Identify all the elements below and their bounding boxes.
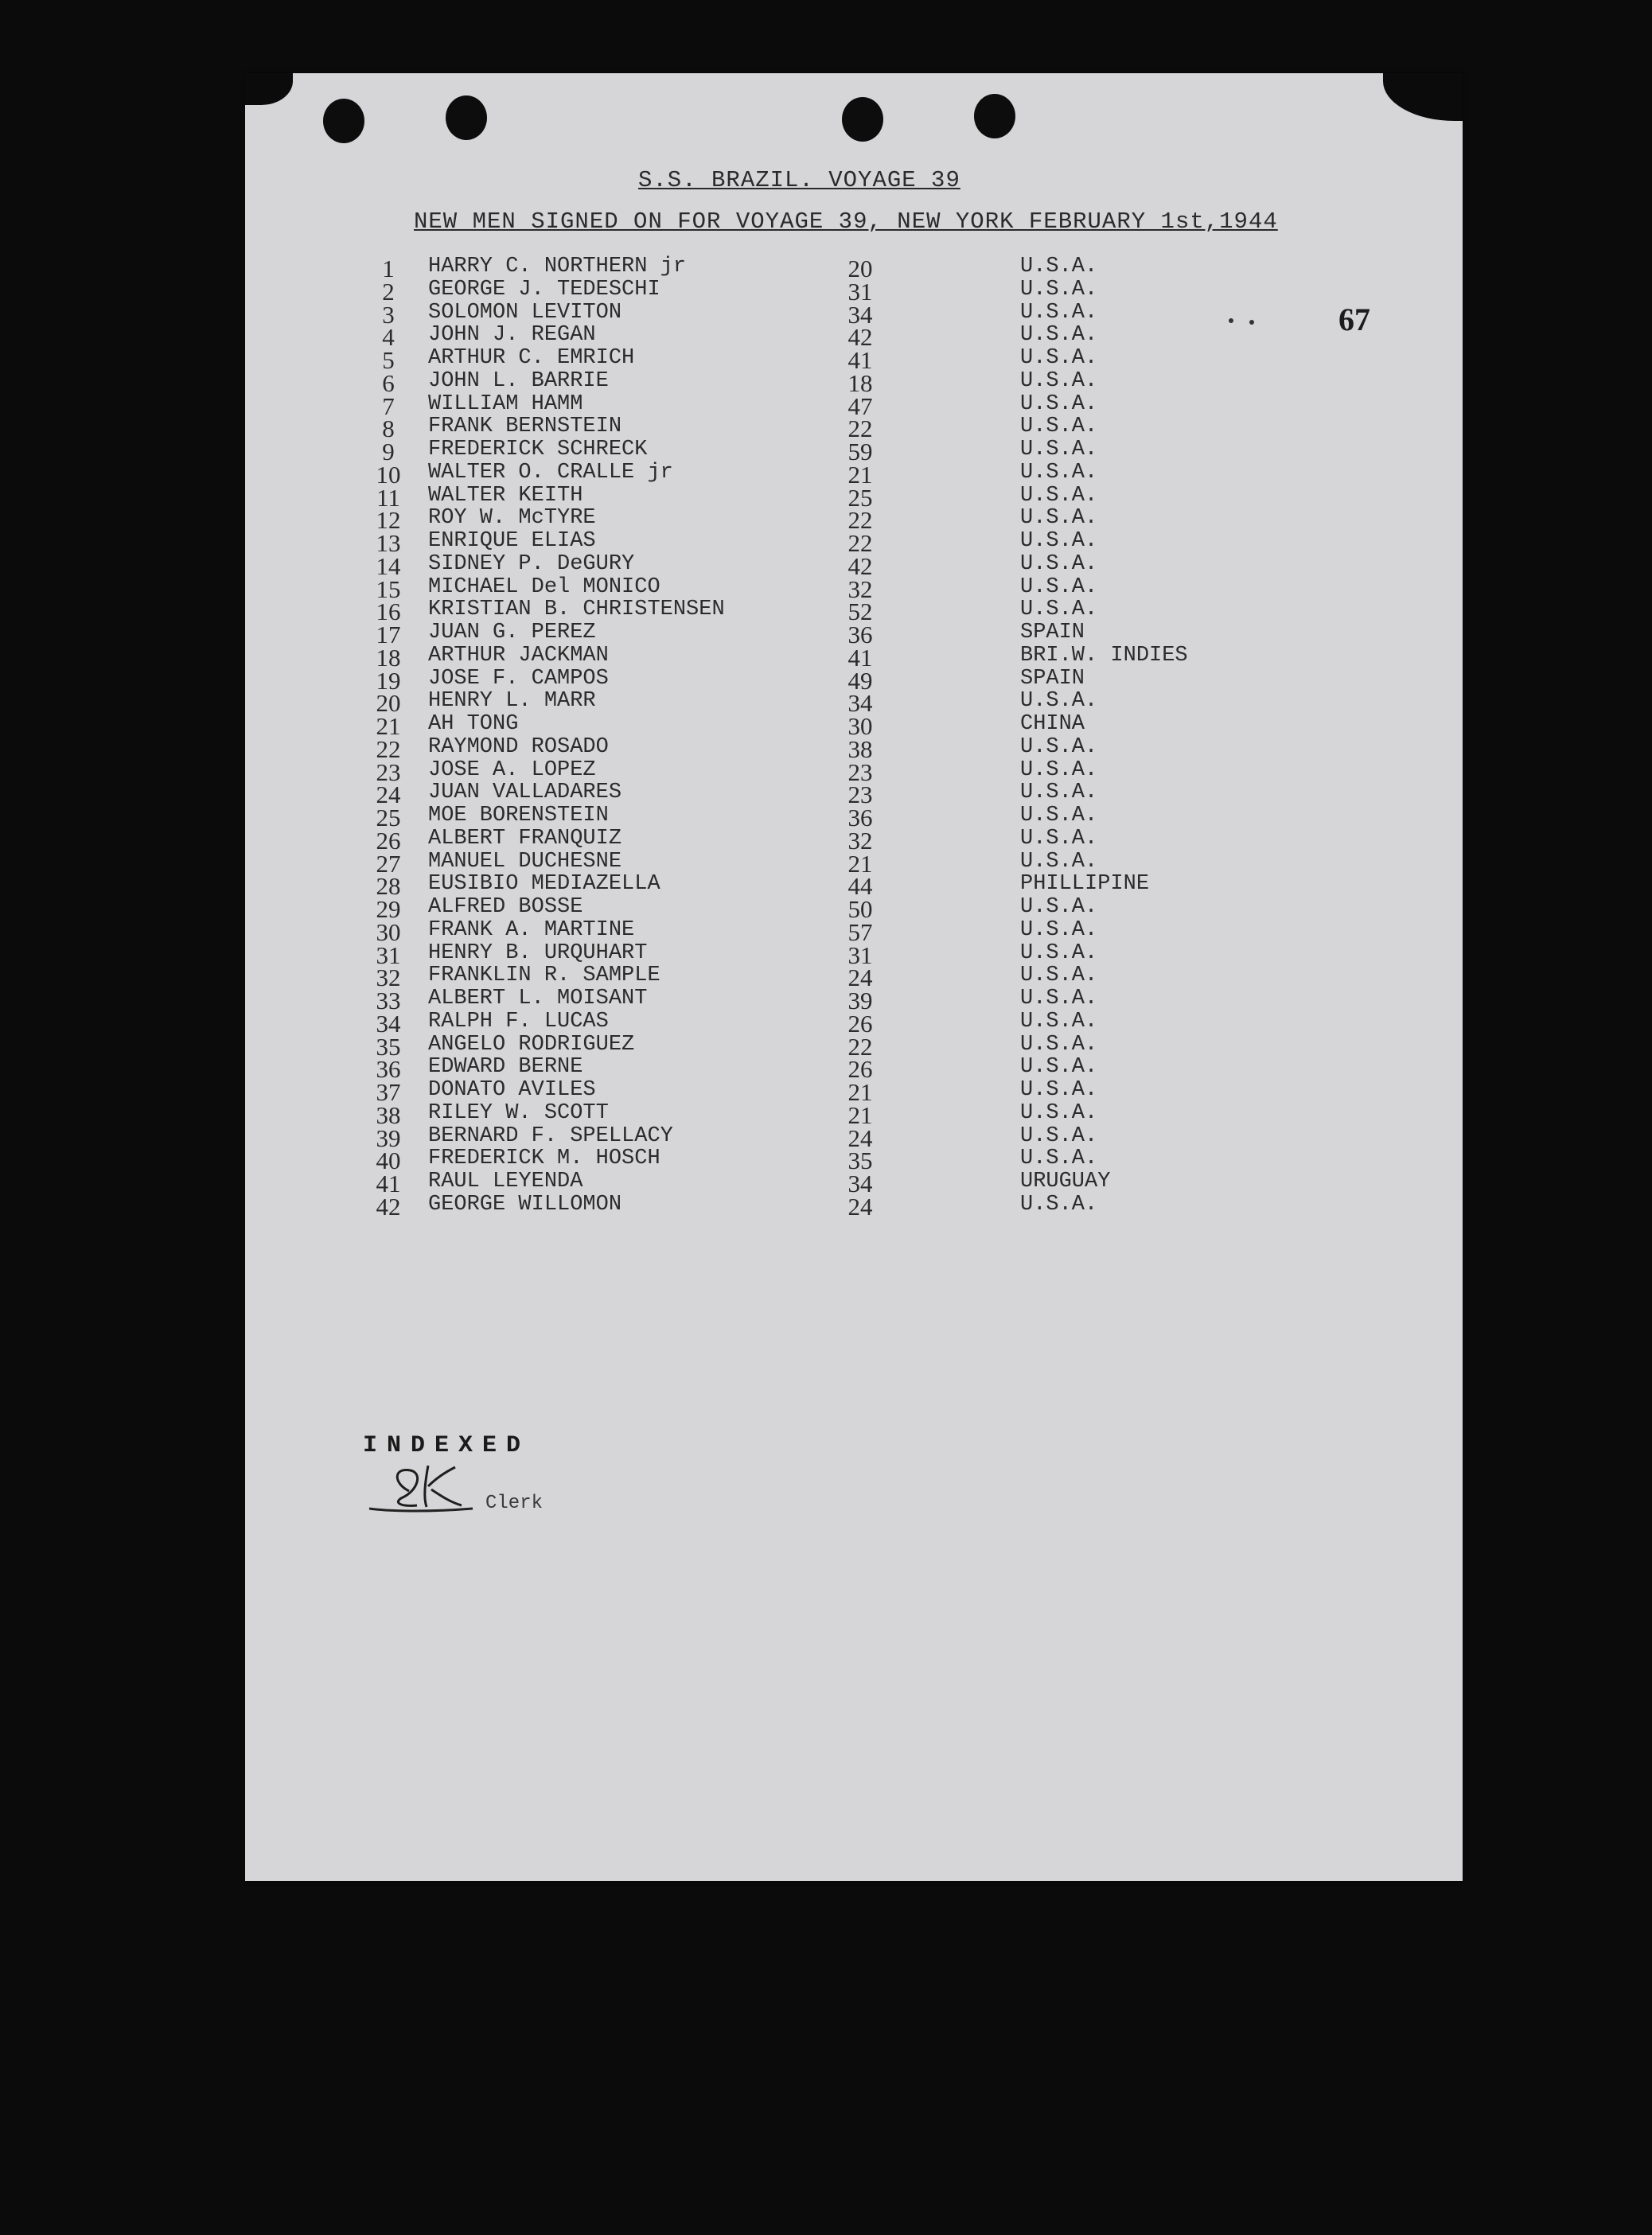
- crew-row: [245, 872, 1463, 901]
- crew-number: 11: [376, 483, 400, 512]
- punch-hole: [842, 97, 883, 142]
- crew-number: 42: [376, 1192, 401, 1221]
- crew-nationality: U.S.A.: [1020, 346, 1098, 370]
- crew-number: 27: [376, 849, 401, 878]
- punch-hole: [323, 99, 364, 143]
- crew-age: 44: [847, 872, 873, 901]
- crew-name: ALBERT FRANQUIZ: [428, 826, 622, 851]
- crew-name: EUSIBIO MEDIAZELLA: [428, 872, 660, 897]
- crew-nationality: U.S.A.: [1020, 277, 1098, 302]
- crew-age: 41: [847, 346, 873, 374]
- crew-number: 21: [376, 712, 401, 740]
- crew-nationality: U.S.A.: [1020, 483, 1098, 508]
- crew-number: 38: [376, 1100, 401, 1129]
- crew-nationality: U.S.A.: [1020, 1100, 1098, 1125]
- crew-number: 33: [376, 987, 401, 1014]
- crew-nationality: U.S.A.: [1020, 781, 1098, 805]
- crew-name: MOE BORENSTEIN: [428, 804, 609, 827]
- crew-age: 32: [847, 826, 873, 855]
- crew-number: 20: [376, 689, 401, 718]
- crew-name: KRISTIAN B. CHRISTENSEN: [428, 598, 725, 622]
- crew-name: JUAN G. PEREZ: [428, 621, 596, 644]
- crew-nationality: U.S.A.: [1020, 757, 1098, 782]
- crew-age: 24: [847, 964, 873, 992]
- crew-name: ARTHUR C. EMRICH: [428, 346, 635, 370]
- crew-row: [245, 940, 1463, 969]
- crew-row: [245, 1123, 1463, 1152]
- crew-row: [245, 1032, 1463, 1061]
- crew-list: [245, 255, 1463, 1221]
- crew-name: JUAN VALLADARES: [428, 781, 622, 805]
- crew-row: [245, 391, 1463, 420]
- crew-age: 31: [847, 277, 873, 306]
- crew-number: 35: [376, 1032, 401, 1061]
- crew-age: 31: [847, 940, 873, 969]
- crew-name: ROY W. McTYRE: [428, 506, 596, 531]
- crew-age: 22: [847, 506, 873, 535]
- crew-name: ARTHUR JACKMAN: [428, 643, 609, 668]
- crew-row: [245, 964, 1463, 992]
- crew-age: 49: [847, 666, 873, 695]
- crew-age: 36: [847, 621, 873, 648]
- document-subtitle: NEW MEN SIGNED ON FOR VOYAGE 39, NEW YORK FEBRUARY 1st,1944: [414, 208, 1278, 235]
- crew-number: 5: [382, 346, 395, 374]
- crew-age: 34: [847, 1170, 873, 1197]
- crew-nationality: U.S.A.: [1020, 964, 1098, 988]
- crew-row: [245, 346, 1463, 374]
- crew-name: FRANKLIN R. SAMPLE: [428, 964, 660, 988]
- crew-row: [245, 415, 1463, 443]
- crew-name: JOHN J. REGAN: [428, 323, 596, 348]
- crew-nationality: U.S.A.: [1020, 1078, 1098, 1102]
- crew-row: [245, 277, 1463, 306]
- crew-name: ALBERT L. MOISANT: [428, 987, 648, 1010]
- crew-age: 20: [847, 255, 873, 282]
- crew-number: 29: [376, 895, 401, 923]
- crew-age: 23: [847, 757, 873, 786]
- crew-age: 22: [847, 529, 873, 557]
- crew-row: [245, 1170, 1463, 1197]
- crew-row: [245, 460, 1463, 489]
- crew-age: 38: [847, 734, 873, 763]
- crew-number: 41: [376, 1170, 401, 1197]
- crew-nationality: U.S.A.: [1020, 1123, 1098, 1148]
- crew-nationality: U.S.A.: [1020, 1032, 1098, 1057]
- crew-number: 14: [376, 551, 401, 580]
- crew-number: 28: [376, 872, 401, 901]
- crew-name: HENRY L. MARR: [428, 689, 596, 714]
- crew-row: [245, 917, 1463, 946]
- crew-nationality: U.S.A.: [1020, 460, 1098, 485]
- crew-nationality: U.S.A.: [1020, 849, 1098, 874]
- crew-age: 52: [847, 598, 873, 626]
- crew-age: 18: [847, 368, 873, 397]
- crew-age: 35: [847, 1147, 873, 1175]
- crew-number: 32: [376, 964, 401, 992]
- crew-age: 21: [847, 460, 873, 489]
- crew-row: [245, 621, 1463, 648]
- crew-nationality: SPAIN: [1020, 621, 1085, 644]
- crew-nationality: U.S.A.: [1020, 1147, 1098, 1171]
- crew-nationality: U.S.A.: [1020, 255, 1098, 278]
- crew-number: 17: [376, 621, 401, 648]
- clerk-label: Clerk: [485, 1493, 544, 1514]
- crew-number: 23: [376, 757, 401, 786]
- crew-age: 26: [847, 1055, 873, 1084]
- document-title: S.S. BRAZIL. VOYAGE 39: [638, 167, 960, 193]
- crew-row: [245, 1147, 1463, 1175]
- crew-name: WALTER KEITH: [428, 483, 583, 508]
- crew-age: 57: [847, 917, 873, 946]
- crew-age: 34: [847, 689, 873, 718]
- crew-row: [245, 849, 1463, 878]
- crew-age: 24: [847, 1123, 873, 1152]
- crew-name: GEORGE J. TEDESCHI: [428, 277, 660, 302]
- crew-nationality: U.S.A.: [1020, 940, 1098, 965]
- crew-nationality: PHILLIPINE: [1020, 872, 1150, 897]
- crew-age: 50: [847, 895, 873, 923]
- crew-age: 41: [847, 643, 873, 672]
- crew-nationality: BRI.W. INDIES: [1020, 643, 1188, 668]
- crew-name: DONATO AVILES: [428, 1078, 596, 1102]
- crew-name: RAYMOND ROSADO: [428, 734, 609, 759]
- crew-nationality: U.S.A.: [1020, 987, 1098, 1010]
- crew-number: 9: [382, 438, 395, 465]
- crew-row: [245, 1055, 1463, 1084]
- crew-nationality: U.S.A.: [1020, 368, 1098, 393]
- crew-nationality: CHINA: [1020, 712, 1085, 736]
- crew-name: ALFRED BOSSE: [428, 895, 583, 919]
- crew-age: 34: [847, 300, 873, 329]
- crew-number: 10: [376, 460, 401, 489]
- crew-row: [245, 1192, 1463, 1221]
- crew-age: 30: [847, 712, 873, 740]
- crew-number: 19: [376, 666, 401, 695]
- crew-age: 39: [847, 987, 873, 1014]
- crew-number: 7: [382, 391, 395, 420]
- crew-nationality: U.S.A.: [1020, 826, 1098, 851]
- crew-number: 4: [382, 323, 395, 352]
- crew-number: 37: [376, 1078, 401, 1106]
- crew-number: 3: [382, 300, 395, 329]
- crew-nationality: U.S.A.: [1020, 598, 1098, 622]
- crew-row: [245, 438, 1463, 465]
- crew-number: 36: [376, 1055, 401, 1084]
- crew-number: 30: [376, 917, 401, 946]
- crew-age: 59: [847, 438, 873, 465]
- crew-age: 24: [847, 1192, 873, 1221]
- crew-age: 21: [847, 849, 873, 878]
- crew-number: 26: [376, 826, 401, 855]
- crew-number: 16: [376, 598, 401, 626]
- crew-number: 40: [376, 1147, 401, 1175]
- crew-row: [245, 734, 1463, 763]
- punch-hole: [974, 94, 1015, 138]
- clerk-signature: [361, 1459, 481, 1515]
- crew-number: 12: [376, 506, 401, 535]
- crew-row: [245, 1100, 1463, 1129]
- crew-row: [245, 1078, 1463, 1106]
- crew-number: 1: [382, 255, 395, 282]
- crew-nationality: U.S.A.: [1020, 415, 1098, 439]
- page-number: 67: [1338, 302, 1370, 337]
- crew-nationality: U.S.A.: [1020, 1192, 1098, 1217]
- crew-nationality: U.S.A.: [1020, 506, 1098, 531]
- crew-row: [245, 757, 1463, 786]
- crew-number: 31: [376, 940, 401, 969]
- crew-row: [245, 506, 1463, 535]
- crew-row: [245, 551, 1463, 580]
- crew-nationality: URUGUAY: [1020, 1170, 1111, 1193]
- crew-row: [245, 643, 1463, 672]
- crew-row: [245, 598, 1463, 626]
- crew-age: 22: [847, 1032, 873, 1061]
- crew-name: MICHAEL Del MONICO: [428, 574, 660, 599]
- crew-age: 21: [847, 1078, 873, 1106]
- crew-name: FREDERICK SCHRECK: [428, 438, 648, 461]
- crew-age: 42: [847, 323, 873, 352]
- crew-age: 23: [847, 781, 873, 809]
- crew-number: 25: [376, 804, 401, 831]
- crew-age: 32: [847, 574, 873, 603]
- crew-name: JOHN L. BARRIE: [428, 368, 609, 393]
- crew-number: 24: [376, 781, 401, 809]
- crew-name: ENRIQUE ELIAS: [428, 529, 596, 553]
- crew-name: JOSE F. CAMPOS: [428, 666, 609, 691]
- crew-age: 21: [847, 1100, 873, 1129]
- crew-number: 6: [382, 368, 395, 397]
- crew-age: 26: [847, 1009, 873, 1038]
- crew-name: FRANK BERNSTEIN: [428, 415, 622, 439]
- crew-row: [245, 323, 1463, 352]
- crew-nationality: U.S.A.: [1020, 323, 1098, 348]
- crew-row: [245, 368, 1463, 397]
- indexed-stamp: INDEXED: [363, 1432, 531, 1459]
- crew-nationality: U.S.A.: [1020, 300, 1098, 325]
- crew-name: RAUL LEYENDA: [428, 1170, 583, 1193]
- crew-name: FREDERICK M. HOSCH: [428, 1147, 660, 1171]
- document-page: [245, 73, 1463, 1881]
- crew-row: [245, 529, 1463, 557]
- crew-nationality: U.S.A.: [1020, 574, 1098, 599]
- crew-name: AH TONG: [428, 712, 519, 736]
- punch-hole: [446, 95, 487, 140]
- crew-name: WALTER O. CRALLE jr: [428, 460, 673, 485]
- crew-age: 22: [847, 415, 873, 443]
- crew-nationality: U.S.A.: [1020, 1055, 1098, 1080]
- crew-name: JOSE A. LOPEZ: [428, 757, 596, 782]
- crew-number: 2: [382, 277, 395, 306]
- crew-row: [245, 804, 1463, 831]
- crew-nationality: SPAIN: [1020, 666, 1085, 691]
- crew-age: 42: [847, 551, 873, 580]
- crew-nationality: U.S.A.: [1020, 917, 1098, 942]
- crew-row: [245, 300, 1463, 329]
- crew-number: 8: [382, 415, 395, 443]
- crew-name: HARRY C. NORTHERN jr: [428, 255, 687, 278]
- crew-name: RALPH F. LUCAS: [428, 1009, 609, 1034]
- crew-nationality: U.S.A.: [1020, 895, 1098, 919]
- crew-name: MANUEL DUCHESNE: [428, 849, 622, 874]
- crew-row: [245, 1009, 1463, 1038]
- crew-name: BERNARD F. SPELLACY: [428, 1123, 673, 1148]
- crew-row: [245, 781, 1463, 809]
- crew-row: [245, 987, 1463, 1014]
- crew-name: FRANK A. MARTINE: [428, 917, 635, 942]
- crew-name: EDWARD BERNE: [428, 1055, 583, 1080]
- crew-nationality: U.S.A.: [1020, 529, 1098, 553]
- crew-nationality: U.S.A.: [1020, 391, 1098, 416]
- crew-name: GEORGE WILLOMON: [428, 1192, 622, 1217]
- crew-nationality: U.S.A.: [1020, 689, 1098, 714]
- crew-row: [245, 255, 1463, 282]
- crew-row: [245, 483, 1463, 512]
- crew-age: 47: [847, 391, 873, 420]
- crew-nationality: U.S.A.: [1020, 438, 1098, 461]
- crew-name: WILLIAM HAMM: [428, 391, 583, 416]
- crew-number: 34: [376, 1009, 401, 1038]
- crew-nationality: U.S.A.: [1020, 804, 1098, 827]
- crew-name: ANGELO RODRIGUEZ: [428, 1032, 635, 1057]
- crew-nationality: U.S.A.: [1020, 734, 1098, 759]
- crew-nationality: U.S.A.: [1020, 551, 1098, 576]
- crew-number: 18: [376, 643, 401, 672]
- crew-name: SOLOMON LEVITON: [428, 300, 622, 325]
- crew-name: RILEY W. SCOTT: [428, 1100, 609, 1125]
- crew-number: 39: [376, 1123, 401, 1152]
- crew-number: 13: [376, 529, 401, 557]
- crew-number: 15: [376, 574, 401, 603]
- crew-nationality: U.S.A.: [1020, 1009, 1098, 1034]
- crew-row: [245, 689, 1463, 718]
- crew-number: 22: [376, 734, 401, 763]
- crew-row: [245, 712, 1463, 740]
- crew-row: [245, 574, 1463, 603]
- crew-row: [245, 826, 1463, 855]
- crew-name: HENRY B. URQUHART: [428, 940, 648, 965]
- crew-age: 36: [847, 804, 873, 831]
- crew-name: SIDNEY P. DeGURY: [428, 551, 635, 576]
- crew-row: [245, 666, 1463, 695]
- crew-age: 25: [847, 483, 873, 512]
- crew-row: [245, 895, 1463, 923]
